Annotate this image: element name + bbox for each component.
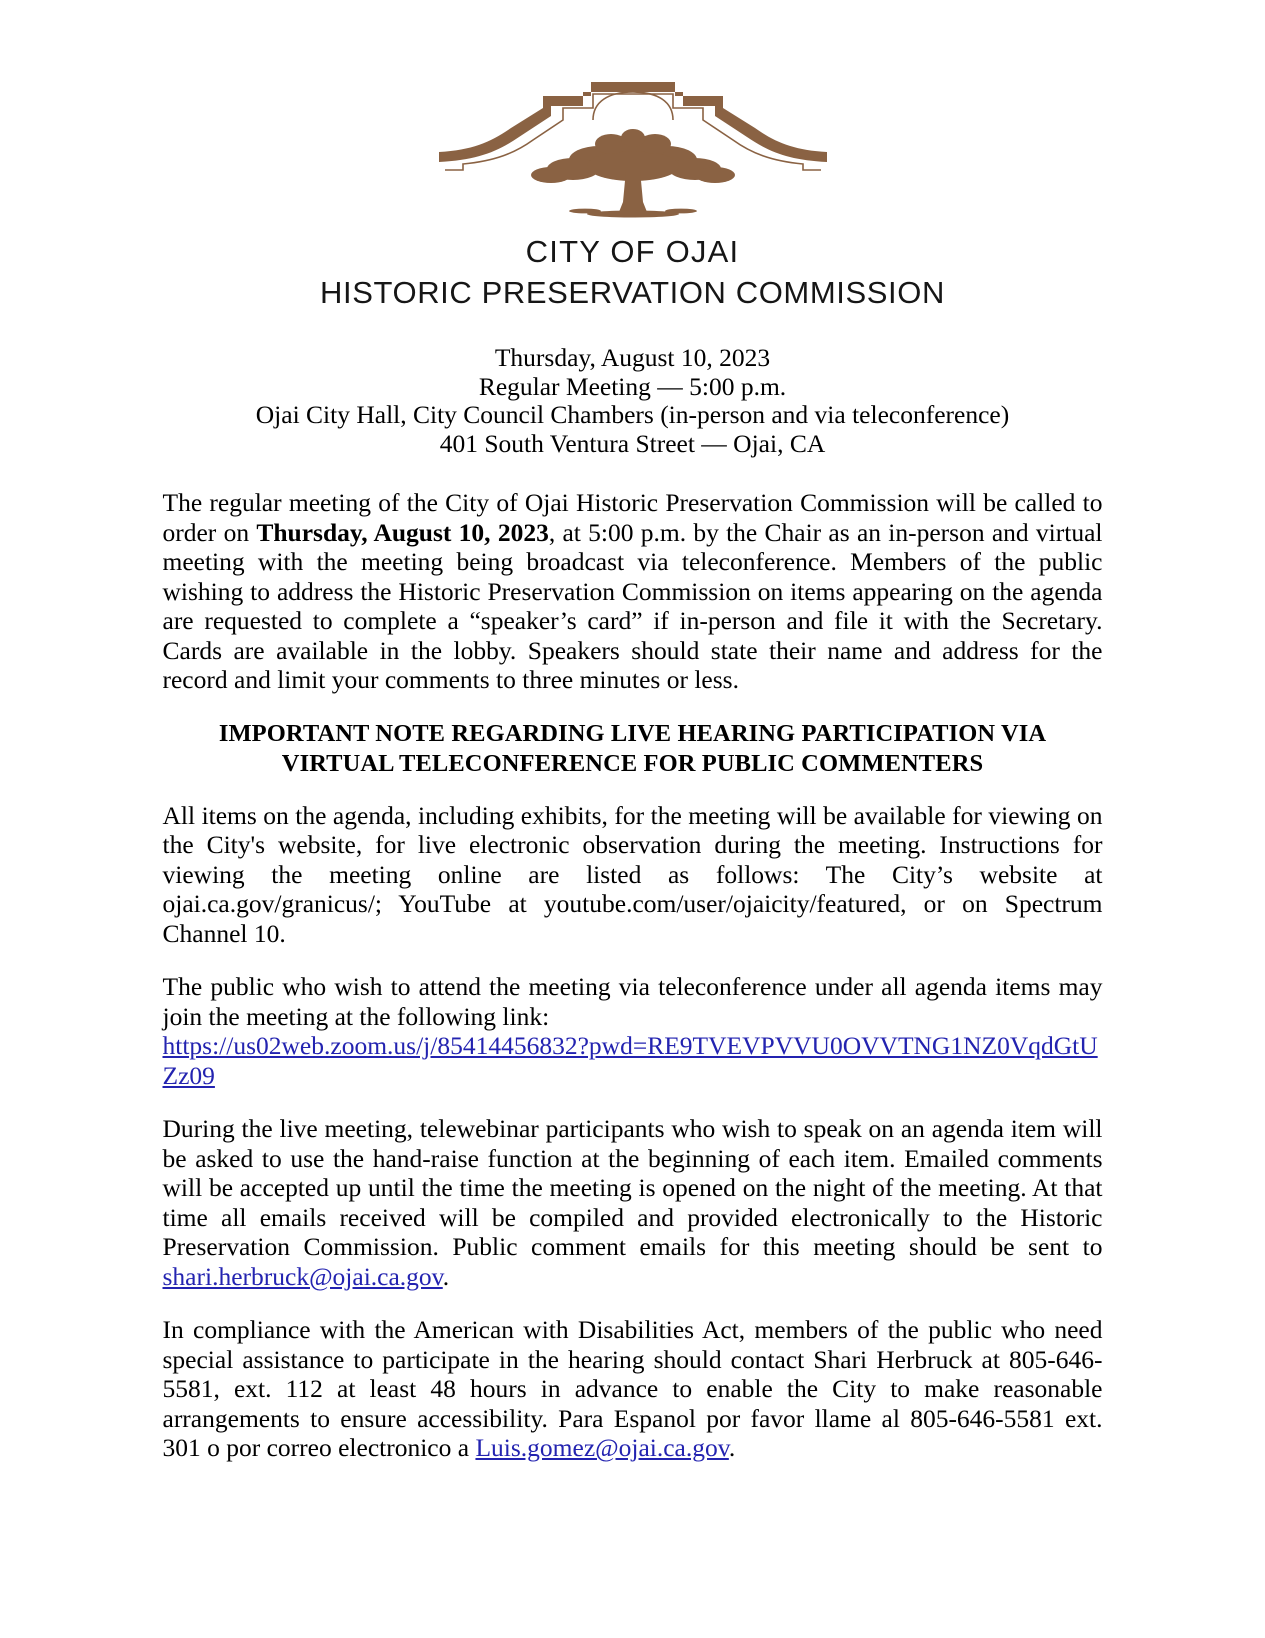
page-title xyxy=(0,232,1265,314)
intro-text-part-1: The regular meeting of the City of Ojai Historic Preservation Commission will be called to order on xyxy=(162,488,1103,547)
viewing-paragraph: All items on the agenda, including exhibits, for the meeting will be available for viewing on the City's website, for live electronic observation during the meeting. Instructions for viewing the meeting online are listed as follows: The City’s website at ojai.ca.gov/granicus/; YouTube at youtube.com/user/ojaicity/featured, or on Spectrum Channel 10. xyxy=(162,800,1103,948)
meeting-type-time: Regular Meeting — 5:00 p.m. xyxy=(478,371,787,401)
logo-block xyxy=(0,0,1265,226)
meeting-details xyxy=(0,344,1265,458)
zoom-link-line xyxy=(163,1031,1103,1090)
zoom-meeting-link[interactable]: https://us02web.zoom.us/j/85414456832?pwd=RE9TVEVPVVU0OVVTNG1NZ0VqdGtUZz09 xyxy=(162,1031,1098,1090)
telewebinar-paragraph xyxy=(163,1114,1103,1291)
join-paragraph: The public who wish to attend the meeting via teleconference under all agenda items may join the meeting at the following link: xyxy=(162,972,1103,1031)
ada-paragraph xyxy=(163,1315,1103,1463)
document-body xyxy=(163,458,1103,1463)
intro-bold-date: Thursday, August 10, 2023 xyxy=(256,517,549,547)
title-line-city: CITY OF OJAI xyxy=(525,234,740,269)
meeting-date: Thursday, August 10, 2023 xyxy=(494,343,771,372)
title-line-commission: HISTORIC PRESERVATION COMMISSION xyxy=(320,275,945,310)
intro-text-part-2: , at 5:00 p.m. by the Chair as an in-person and virtual meeting with the meeting being broadcast via teleconference. Members of the public wishing to address the Historic Preservation Commission on items appearing on the agenda are requested to complete a “speaker’s card” if in-person and file it with the Secretary. Cards are available in the lobby. Speakers should state their name and address for the record and limit your comments to three minutes or less. xyxy=(162,517,1103,694)
telewebinar-text-part-2: . xyxy=(442,1261,450,1291)
public-comment-email-link[interactable]: shari.herbruck@ojai.ca.gov xyxy=(162,1261,443,1291)
important-note-heading: IMPORTANT NOTE REGARDING LIVE HEARING PARTICIPATION VIA VIRTUAL TELECONFERENCE FOR PUBLIC COMMENTERS xyxy=(218,719,1047,777)
meeting-address: 401 South Ventura Street — Ojai, CA xyxy=(439,428,826,458)
city-of-ojai-arcade-oak-tree-logo xyxy=(433,74,833,226)
spanish-contact-email-link[interactable]: Luis.gomez@ojai.ca.gov xyxy=(475,1433,729,1462)
ada-text-part-1: In compliance with the American with Disabilities Act, members of the public who need special assistance to participate in the hearing should contact Shari Herbruck at 805-646-5581, ext. 112 at least 48 hours in advance to enable the City to make reasonable arrangements to ensure accessibility. Para Espanol por favor llame al 805-646-5581 ext. 301 o por correo electronico a xyxy=(162,1315,1103,1462)
meeting-location: Ojai City Hall, City Council Chambers (in-person and via teleconference) xyxy=(255,400,1010,429)
ada-text-part-2: . xyxy=(728,1433,736,1462)
telewebinar-text-part-1: During the live meeting, telewebinar participants who wish to speak on an agenda item will be asked to use the hand-raise function at the beginning of each item. Emailed comments will be accepted up until the time the meeting is opened on the night of the meeting. At that time all emails received will be compiled and provided electronically to the Historic Preservation Commission. Public comment emails for this meeting should be sent to xyxy=(162,1114,1103,1261)
intro-paragraph xyxy=(163,488,1103,695)
